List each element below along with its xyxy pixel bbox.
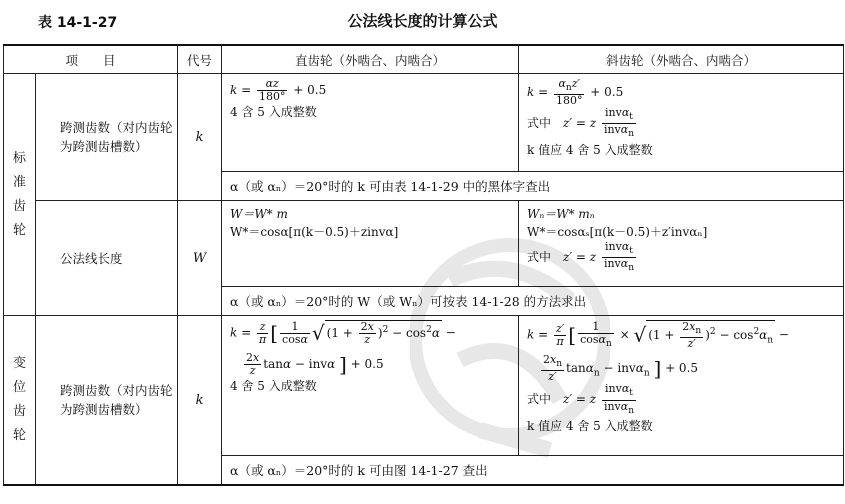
table-row: [4, 316, 844, 456]
helical-w-line1: Wₙ＝W* mₙ: [527, 207, 595, 221]
symbol-k-modified: k: [178, 316, 222, 486]
spur-w-line2: W*＝cosα[π(k－0.5)＋zinvα]: [230, 225, 399, 239]
formula-line: k = $\frac{\alpha_nz'}{180^\circ}$ + 0.5: [527, 77, 624, 108]
helical-k-modified-formula: [519, 316, 844, 456]
table-caption: [0, 0, 845, 38]
helical-round-note: k 值应 4 舍 5 入成整数: [527, 142, 653, 157]
formula-line: 式中 z′ = z $\frac{inv\alpha_t}{inv\alpha_n}$: [527, 240, 634, 274]
spur-k-modified-formula: [222, 316, 519, 456]
spur-w-formula: [222, 201, 519, 287]
spur-round-note: 4 舍 5 入成整数: [230, 379, 317, 393]
header-helical: 斜齿轮（外啮合、内啮合）: [519, 45, 844, 74]
note-standard-w: α（或 αₙ）＝20°时的 W（或 Wₙ）可按表 14-1-28 的方法求出: [222, 287, 844, 316]
formula-line: $\frac{2x}{z}$ tanα − invα ] + 0.5: [246, 351, 384, 377]
table-row: [4, 201, 844, 287]
category-modified: [4, 316, 36, 486]
spur-round-note: 4 含 5 入成整数: [230, 105, 317, 119]
formula-line: k = $\frac{\alpha z}{180^\circ}$ + 0.5: [230, 77, 327, 103]
formula-line: $\frac{2x_n}{z'}$ tanα$_n$ − invα$_n$ ] + 0.5: [543, 353, 699, 384]
where-label: 式中: [527, 116, 552, 131]
helical-round-note: k 值应 4 舍 5 入成整数: [527, 418, 653, 433]
table-title: 公法线长度的计算公式: [347, 12, 498, 30]
formula-line: k = $\frac{z'}{\pi}$ [ $\frac{1}{\cos\alpha_n}$ × √ (1 + $\frac{2x_n}{z'}$ )$^2 - \cos^2\alpha_n$ −: [527, 319, 789, 351]
item-common-normal: 公法线长度: [36, 201, 178, 316]
table-row: [4, 74, 844, 172]
category-label: 变位齿轮: [12, 356, 26, 443]
note-modified-k: α（或 αₙ）＝20°时的 k 可由图 14-1-27 查出: [222, 456, 844, 486]
symbol-k: k: [178, 74, 222, 201]
header-symbol: 代号: [178, 45, 222, 74]
category-standard: [4, 74, 36, 316]
helical-w-line2: W*＝cosαₛ[π(k－0.5)＋z′invαₙ]: [527, 225, 708, 239]
helical-k-formula: [519, 74, 844, 172]
symbol-w: W: [178, 201, 222, 316]
header-spur: 直齿轮（外啮合、内啮合）: [222, 45, 519, 74]
where-label: 式中: [527, 250, 552, 265]
item-span-teeth: 跨测齿数（对内齿轮为跨测齿槽数）: [36, 74, 178, 201]
formula-table: [3, 44, 844, 486]
helical-w-formula: [519, 201, 844, 287]
formula-line: 式中 z′ = z $\frac{inv\alpha_t}{inv\alpha_n}$: [527, 382, 634, 416]
spur-k-formula: [222, 74, 519, 172]
item-span-teeth-modified: 跨测齿数（对内齿轮为跨测齿槽数）: [36, 316, 178, 486]
category-label: 标准齿轮: [12, 150, 26, 238]
note-standard-k: α（或 αₙ）＝20°时的 k 可由表 14-1-29 中的黑体字查出: [222, 172, 844, 201]
formula-line: 式中 z′ = z $\frac{inv\alpha_t}{inv\alpha_n}$: [527, 106, 634, 140]
header-row: [4, 45, 844, 74]
spur-w-line1: W＝W* m: [230, 207, 288, 221]
table-number: 表 14-1-27: [38, 15, 118, 31]
formula-line: k = $\frac{z}{\pi}$ [ $\frac{1}{\cos\alpha}$ √ (1 + $\frac{2x}{z}$ )$^2 - \cos^2\alpha$ −: [230, 319, 456, 346]
header-item: 项 目: [4, 45, 178, 74]
where-label: 式中: [527, 392, 552, 407]
